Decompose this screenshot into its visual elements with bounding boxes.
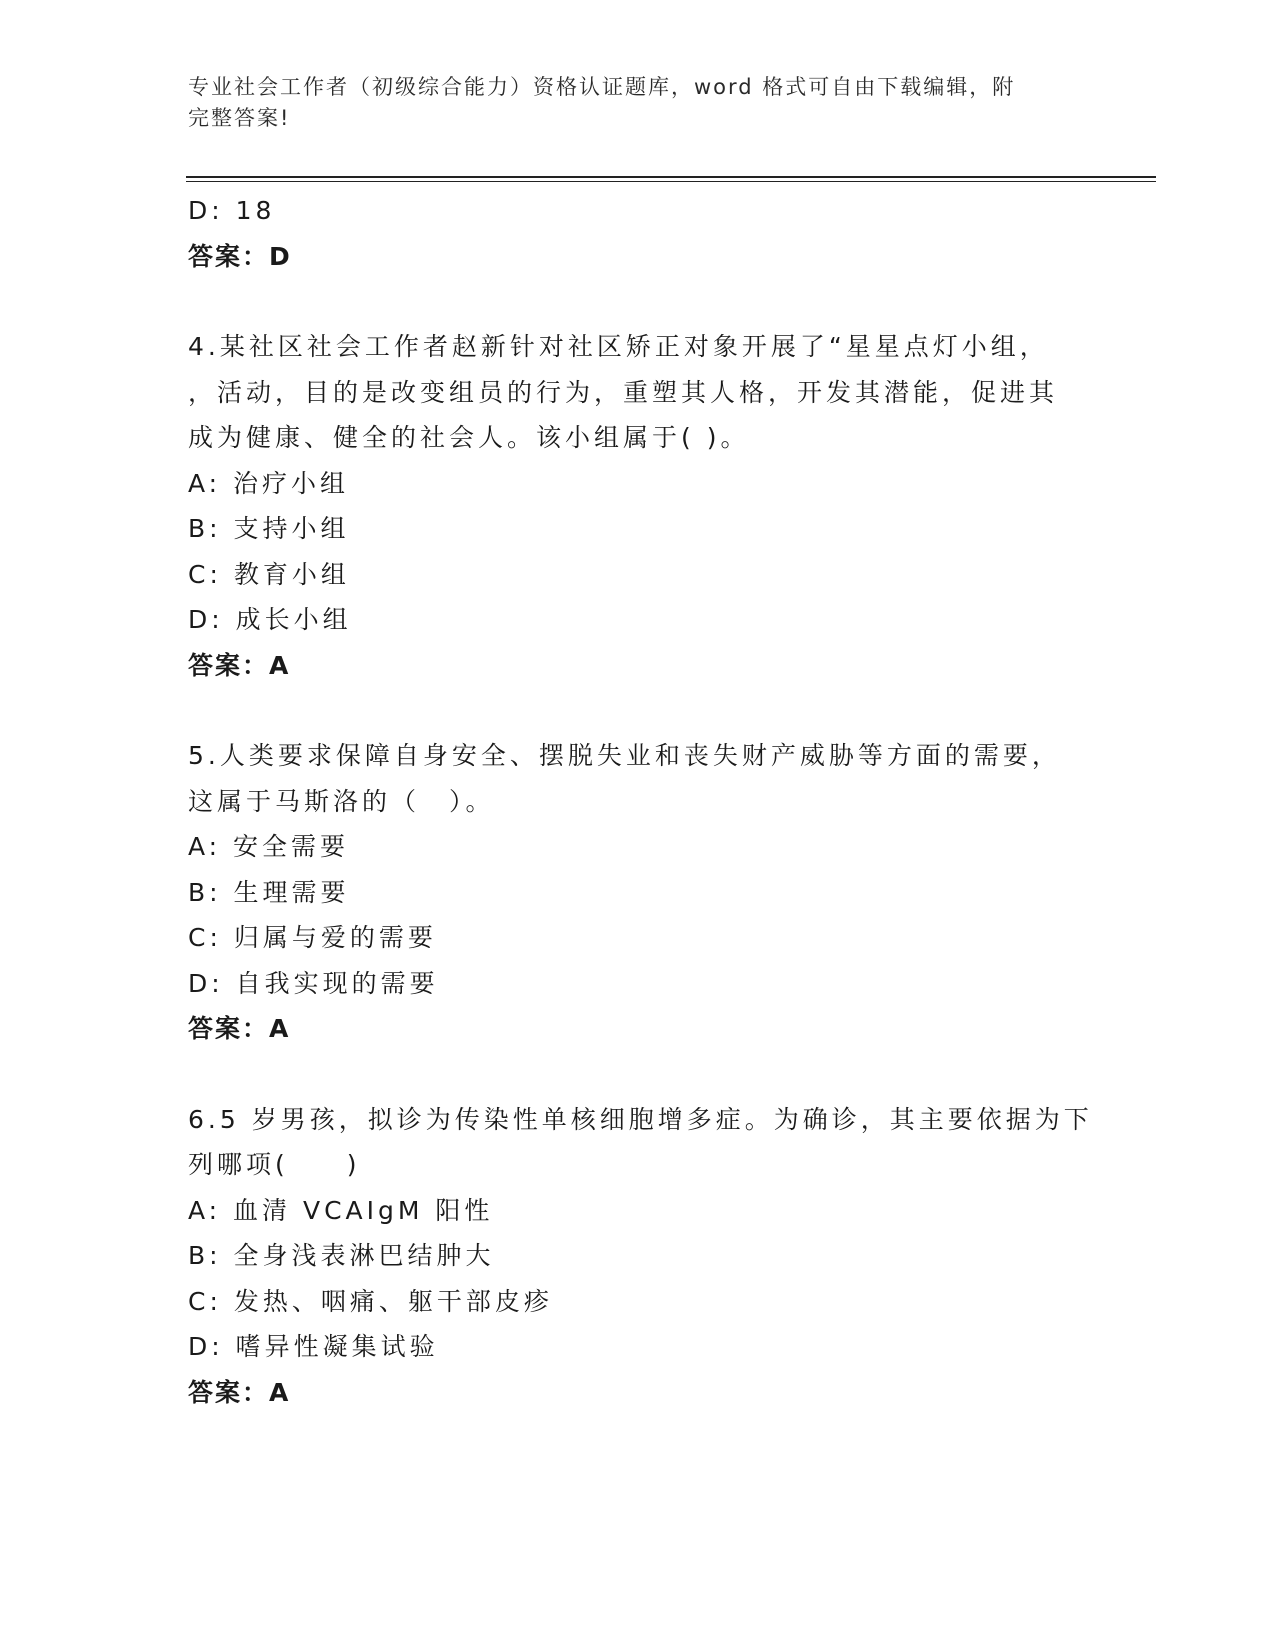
header-line-1: 专业社会工作者（初级综合能力）资格认证题库，word 格式可自由下载编辑，附 (188, 75, 1016, 99)
question-text-line: 5.人类要求保障自身安全、摆脱失业和丧失财产威胁等方面的需要， (188, 741, 1061, 770)
option-b: B: 全身浅表淋巴结肿大 (188, 1241, 495, 1270)
question-text-line: ，活动，目的是改变组员的行为，重塑其人格，开发其潜能，促进其 (188, 377, 1059, 407)
question-text-line: 4.某社区社会工作者赵新针对社区矫正对象开展了“星星点灯小组， (188, 332, 1049, 361)
question-text-line: 成为健康、健全的社会人。该小组属于( )。 (188, 423, 750, 452)
header-divider-thin (186, 181, 1156, 182)
option-d: D: 嗜异性凝集试验 (188, 1332, 439, 1361)
spacer (188, 279, 1088, 324)
spacer (188, 1052, 1088, 1097)
option-c: C: 教育小组 (188, 559, 350, 589)
header-line-2: 完整答案! (188, 106, 291, 130)
question-4 (188, 324, 1088, 688)
answer-line: 答案：A (188, 1377, 291, 1407)
answer-line: 答案：A (188, 1014, 291, 1043)
option-d: D: 18 (188, 196, 276, 225)
option-c: C: 归属与爱的需要 (188, 923, 437, 952)
answer-line: 答案：A (188, 650, 291, 680)
option-a: A: 血清 VCAIgM 阳性 (188, 1195, 494, 1225)
question-6 (188, 1097, 1093, 1416)
spacer (188, 688, 1088, 733)
option-a: A: 治疗小组 (188, 468, 350, 498)
option-c: C: 发热、咽痛、躯干部皮疹 (188, 1286, 553, 1316)
question-5 (188, 733, 1088, 1052)
page-header (188, 72, 1088, 134)
question-text-line: 6.5 岁男孩，拟诊为传染性单核细胞增多症。为确诊，其主要依据为下 (188, 1104, 1093, 1134)
header-divider-thick (186, 176, 1156, 178)
question-text-line: 这属于马斯洛的（ ）。 (188, 786, 495, 816)
option-d: D: 成长小组 (188, 605, 352, 634)
answer-line: 答案：D (188, 241, 292, 271)
option-b: B: 生理需要 (188, 877, 350, 907)
option-a: A: 安全需要 (188, 832, 350, 861)
option-b: B: 支持小组 (188, 514, 350, 543)
question-list (188, 188, 1093, 1415)
question-text-line: 列哪项( ) (188, 1150, 361, 1179)
option-d: D: 自我实现的需要 (188, 968, 439, 998)
question-fragment (188, 188, 1088, 279)
